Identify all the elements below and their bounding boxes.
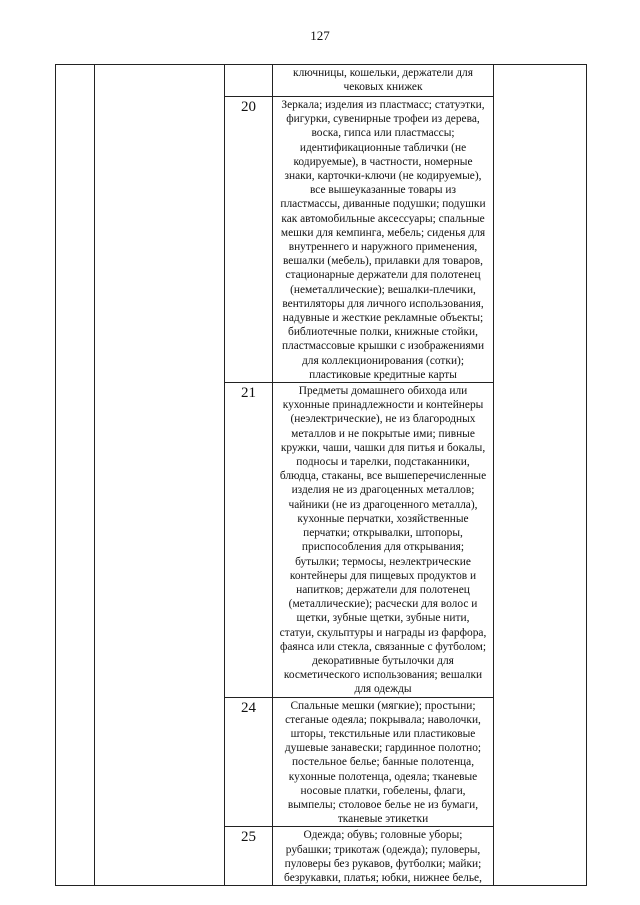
class-description-cell: ключницы, кошельки, держатели для чековых книжек <box>273 65 494 97</box>
class-description-cell: Предметы домашнего обихода или кухонные принадлежности и контейнеры (неэлектрические), не из благородных металлов и не покрытые ими; пивные кружки, чаши, чашки для питья и бокалы, подносы и тарелки, подстаканники, блюдца, стаканы, все вышеперечисленные изделия не из драгоценных металлов; чайники (не из драгоценного металла), кухонные перчатки, хозяйственные перчатки; открывалки, штопоры, приспособления для открывания; бутылки; термосы, неэлектрические контейнеры для пищевых продуктов и напитков; держатели для полотенец (металлические); расчески для волос и щетки, зубные щетки, зубные нити, статуи, скульптуры и награды из фарфора, фаянса или стекла, связанные с футболом; декоративные бутылочки для косметического использования; вешалки для одежды <box>273 383 494 697</box>
class-number-cell: 21 <box>225 383 273 697</box>
class-description-cell: Зеркала; изделия из пластмасс; статуэтки, фигурки, сувенирные трофеи из дерева, воска, гипса или пластмассы; идентификационные таблички (не кодируемые), в частности, номерные знаки, карточки-ключи (не кодируемые), все вышеуказанные товары из пластмассы, диванные подушки; подушки как автомобильные аксессуары; спальные мешки для кемпинга, мебель; сиденья для внутреннего и наружного применения, вешалки (мебель), прилавки для товаров, стационарные держатели для полотенец (неметаллические); вешалки-плечики, вентиляторы для личного использования, надувные и жесткие рекламные объекты; библиотечные полки, книжные стойки, пластмассовые крышки с изображениями для коллекционирования (сотки); пластиковые кредитные карты <box>273 97 494 383</box>
blank-cell-right <box>494 65 587 886</box>
blank-cell-left <box>56 65 95 886</box>
class-description-cell: Одежда; обувь; головные уборы; рубашки; трикотаж (одежда); пуловеры, пуловеры без рукавов, футболки; майки; безрукавки, платья; юбки, нижнее белье, <box>273 827 494 886</box>
table-row <box>56 65 587 97</box>
class-description-cell: Спальные мешки (мягкие); простыни; стеганые одеяла; покрывала; наволочки, шторы, текстильные или пластиковые душевые занавески; гардинное полотно; постельное белье; банные полотенца, кухонные полотенца, одеяла; тканевые носовые платки, гобелены, флаги, вымпелы; столовое белье не из бумаги, тканевые этикетки <box>273 697 494 827</box>
class-number-cell: 20 <box>225 97 273 383</box>
class-number-cell: 25 <box>225 827 273 886</box>
page-number: 127 <box>310 28 330 43</box>
class-number-cell: 24 <box>225 697 273 827</box>
blank-cell-trademark <box>95 65 225 886</box>
goods-classes-table <box>55 64 587 886</box>
class-number-cell <box>225 65 273 97</box>
